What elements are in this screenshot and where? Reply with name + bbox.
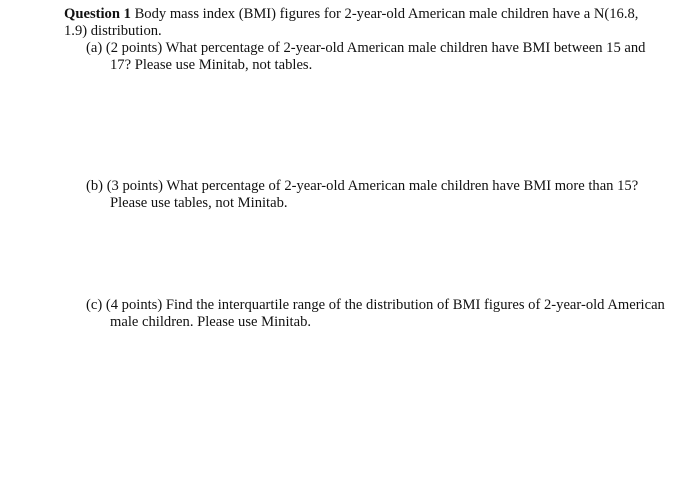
part-b-label: (b) xyxy=(86,178,104,194)
part-a-text: (2 points) What percentage of 2-year-old American male children have BMI between 15 and 17? Please use Minitab, not tables. xyxy=(105,40,646,73)
part-b xyxy=(86,178,670,212)
part-b-text: (3 points) What percentage of 2-year-old American male children have BMI more than 15? Please use tables, not Minitab. xyxy=(106,178,639,211)
part-a-label: (a) xyxy=(86,40,103,56)
part-a xyxy=(86,40,670,74)
question-1-stem xyxy=(64,6,664,40)
question-label: Question 1 xyxy=(64,6,131,22)
part-c xyxy=(86,297,670,331)
part-c-text: (4 points) Find the interquartile range of the distribution of BMI figures of 2-year-old American male children. Please use Minitab. xyxy=(105,297,665,330)
question-text: Body mass index (BMI) figures for 2-year-old American male children have a N(16.8, 1.9) distribution. xyxy=(64,6,639,39)
part-c-label: (c) xyxy=(86,297,103,313)
